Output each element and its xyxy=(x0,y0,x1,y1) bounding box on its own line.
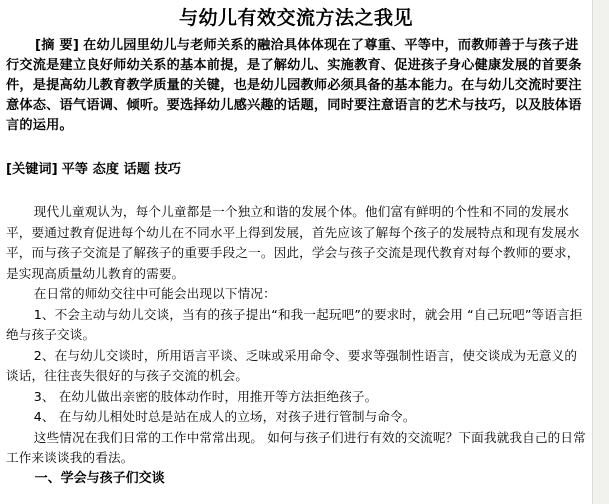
vertical-scrollbar[interactable] xyxy=(592,0,609,504)
situation-item-2: 2、在与幼儿交谈时，所用语言平谈、乏味或采用命令、要求等强制性语言，使交谈成为无意义的谈话，往往丧失很好的与孩子交流的机会。 xyxy=(6,347,578,383)
section-heading-1: 一、学会与孩子们交谈 xyxy=(34,470,165,486)
transition-paragraph: 这些情况在我们日常的工作中常常出现。 如何与孩子们进行有效的交流呢？下面我就我自己的日常工作来谈谈我的看法。 xyxy=(6,429,586,465)
body-text xyxy=(6,202,586,489)
keywords-text: 平等 态度 话题 技巧 xyxy=(61,162,181,177)
abstract-paragraph xyxy=(6,36,586,136)
document-title: 与幼儿有效交流方法之我见 xyxy=(178,7,413,29)
situation-item-4: 4、 在与幼儿相处时总是站在成人的立场，对孩子进行管制与命令。 xyxy=(33,409,416,424)
situation-item-3: 3、 在幼儿做出亲密的肢体动作时，用推开等方法拒绝孩子。 xyxy=(33,388,378,404)
situations-intro-paragraph: 在日常的师幼交往中可能会出现以下情况： xyxy=(33,286,276,301)
situation-item-1: 1、不会主动与幼儿交谈，当有的孩子提出“和我一起玩吧”的要求时，就会用 “自己玩吧”等语言拒绝与孩子交谈。 xyxy=(6,306,583,342)
abstract-text: 在幼儿园里幼儿与老师关系的融洽具体体现在了尊重、平等中，而教师善于与孩子进行交流是建立良好师幼关系的基本前提，是了解幼儿、实施教育、促进孩子身心健康发展的首要条件，是提高幼儿教育教学质量的关键，也是幼儿园教师必须具备的基本能力。在与幼儿交流时要注意体态、语气语调、倾听。要选择幼儿感兴趣的话题，同时要注意语言的艺术与技巧，以及肢体语言的运用。 xyxy=(6,38,582,133)
abstract-label: [摘 要] xyxy=(35,38,80,53)
keywords-label: [关键词] xyxy=(6,162,58,177)
keywords-line xyxy=(6,160,586,180)
intro-paragraph: 现代儿童观认为，每个儿童都是一个独立和谐的发展个体。他们富有鲜明的个性和不同的发展水平，要通过教育促进每个幼儿在不同水平上得到发展，首先应该了解每个孩子的发展特点和现有发展水平，而与孩子交流是了解孩子的重要手段之一。因此，学会与孩子交流是现代教育对每个教师的要求，是实现高质量幼儿教育的需要。 xyxy=(6,204,580,281)
